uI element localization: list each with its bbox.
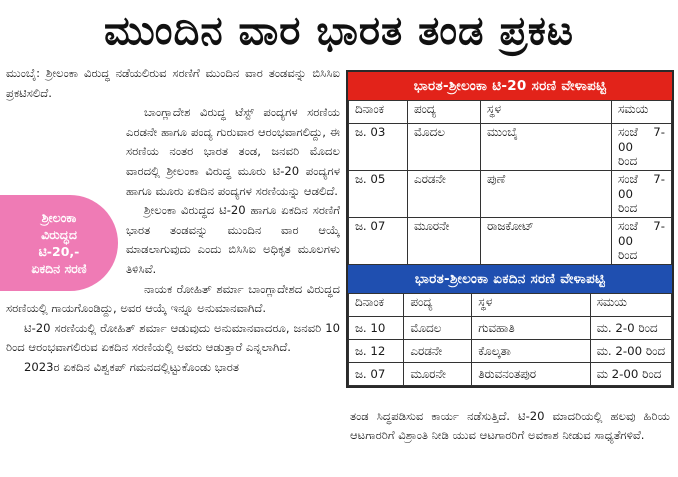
match-cell: ಮೊದಲ [404, 317, 472, 340]
article-paragraph-6: 2023ರ ಏಕದಿನ ವಿಶ್ವಕಪ್ ಗಮನದಲ್ಲಿಟ್ಟುಕೊಂಡು ಭಾರತ [24, 359, 239, 374]
article-paragraph-5: ಟಿ-20 ಸರಣಿಯಲ್ಲಿ ರೋಹಿತ್ ಶರ್ಮಾ ಆಡುವುದು ಅನುಮಾನವಾದರೂ, ಜನವರಿ 10 ರಿಂದ ಆರಂಭವಾಗಲಿರುವ ಏಕದಿನ ಸರಣಿಯಲ್ಲಿ ಅವರು ಆಡುತ್ತಾರೆ ಎನ್ನಲಾಗಿದೆ. [6, 320, 340, 355]
date-cell: ಜ. 05 [349, 171, 408, 218]
date-cell: ಜ. 03 [349, 124, 408, 171]
time-cell: ಮ. 2-0 ರಿಂದ [590, 317, 671, 340]
col-venue: ಸ್ಥಳ [481, 101, 612, 124]
match-cell: ಮೂರನೇ [408, 218, 481, 265]
t20-schedule-title: ಭಾರತ-ಶ್ರೀಲಂಕಾ ಟಿ-20 ಸರಣಿ ವೇಳಾಪಟ್ಟಿ [348, 72, 672, 100]
article-continuation: ತಂಡ ಸಿದ್ಧಪಡಿಸುವ ಕಾರ್ಯ ನಡೆಸುತ್ತಿದೆ. ಟಿ-20 ಮಾದರಿಯಲ್ಲಿ ಹಲವು ಹಿರಿಯ ಆಟಗಾರರಿಗೆ ವಿಶ್ರಾಂತಿ ನೀಡಿ ಯುವ ಆಟಗಾರರಿಗೆ ಅವಕಾಶ ನೀಡುವ ಸಾಧ್ಯತೆಗಳಿವೆ. [350, 409, 670, 442]
time-cell: ಸಂಜೆ 7-00 ರಿಂದ [612, 124, 672, 171]
match-cell: ಮೂರನೇ [404, 363, 472, 386]
date-cell: ಜ. 07 [349, 218, 408, 265]
col-venue: ಸ್ಥಳ [472, 294, 590, 317]
time-cell: ಮ 2-00 ರಿಂದ [590, 363, 671, 386]
article-paragraph-1: ಮುಂಬೈ: ಶ್ರೀಲಂಕಾ ವಿರುದ್ಧ ನಡೆಯಲಿರುವ ಸರಣಿಗೆ ಮುಂದಿನ ವಾರ ತಂಡವನ್ನು ಬಿಸಿಸಿಐ ಪ್ರಕಟಿಸಲಿದೆ. [6, 66, 340, 100]
time-cell: ಮ. 2-00 ರಿಂದ [590, 340, 671, 363]
table-row [349, 340, 672, 363]
table-row [349, 363, 672, 386]
time-cell: ಸಂಜೆ 7-00 ರಿಂದ [612, 171, 672, 218]
article-paragraph-2: ಬಾಂಗ್ಲಾದೇಶ ವಿರುದ್ಧ ಟೆಸ್ಟ್ ಪಂದ್ಯಗಳ ಸರಣಿಯ ಎರಡನೇ ಹಾಗೂ ಪಂದ್ಯ ಗುರುವಾರ ಆರಂಭವಾಗಲಿದ್ದು, ಈ ಸರಣಿಯ ನಂತರ ಭಾರತ ತಂಡ, ಜನವರಿ ಮೊದಲ ವಾರದಲ್ಲಿ ಶ್ರೀಲಂಕಾ ವಿರುದ್ಧ ಮೂರು ಟಿ-20 ಪಂದ್ಯಗಳ ಹಾಗೂ ಮೂರು ಏಕದಿನ ಪಂದ್ಯಗಳ ಸರಣಿಯನ್ನು ಆಡಲಿದೆ. [126, 105, 340, 198]
pull-quote-text: ಶ್ರೀಲಂಕಾ ವಿರುದ್ಧದ ಟಿ-20,- ಏಕದಿನ ಸರಣಿ [31, 210, 87, 277]
venue-cell: ಮುಂಬೈ [481, 124, 612, 171]
col-time: ಸಮಯ [590, 294, 671, 317]
table-row [349, 171, 672, 218]
col-date: ದಿನಾಂಕ [349, 101, 408, 124]
table-header-row [349, 294, 672, 317]
date-cell: ಜ. 07 [349, 363, 404, 386]
venue-cell: ಪುಣೆ [481, 171, 612, 218]
venue-cell: ಕೊಲ್ಕತಾ [472, 340, 590, 363]
col-match: ಪಂದ್ಯ [408, 101, 481, 124]
col-time: ಸಮಯ [612, 101, 672, 124]
article-body [6, 64, 340, 474]
odi-schedule-title: ಭಾರತ-ಶ್ರೀಲಂಕಾ ಏಕದಿನ ಸರಣಿ ವೇಳಾಪಟ್ಟಿ [348, 265, 672, 293]
match-cell: ಮೊದಲ [408, 124, 481, 171]
article-paragraph-3: ಶ್ರೀಲಂಕಾ ವಿರುದ್ಧದ ಟಿ-20 ಹಾಗೂ ಏಕದಿನ ಸರಣಿಗೆ ಭಾರತ ತಂಡವನ್ನು ಮುಂದಿನ ವಾರ ಆಯ್ಕೆ ಮಾಡಲಾಗುವುದು ಎಂದು ಬಿಸಿಸಿಐ ಅಧಿಕೃತ ಮೂಲಗಳು ತಿಳಿಸಿವೆ. [126, 203, 340, 276]
t20-schedule-table [348, 100, 672, 265]
date-cell: ಜ. 12 [349, 340, 404, 363]
table-row [349, 124, 672, 171]
date-cell: ಜ. 10 [349, 317, 404, 340]
pull-quote-badge [0, 195, 118, 291]
table-row [349, 317, 672, 340]
time-cell: ಸಂಜೆ 7-00 ರಿಂದ [612, 218, 672, 265]
venue-cell: ರಾಜಕೋಟ್ [481, 218, 612, 265]
venue-cell: ತಿರುವನಂತಪುರ [472, 363, 590, 386]
odi-schedule-table [348, 293, 672, 386]
page-title: ಮುಂದಿನ ವಾರ ಭಾರತ ತಂಡ ಪ್ರಕಟ [104, 8, 574, 54]
venue-cell: ಗುವಹಾತಿ [472, 317, 590, 340]
schedule-box [346, 70, 674, 388]
table-row [349, 218, 672, 265]
match-cell: ಎರಡನೇ [408, 171, 481, 218]
col-match: ಪಂದ್ಯ [404, 294, 472, 317]
article-paragraph-4: ನಾಯಕ ರೋಹಿತ್ ಶರ್ಮಾ ಬಾಂಗ್ಲಾದೇಶದ ವಿರುದ್ಧದ ಸರಣಿಯಲ್ಲಿ ಗಾಯಗೊಂಡಿದ್ದು, ಅವರ ಆಯ್ಕೆ ಇನ್ನೂ ಅನುಮಾನವಾಗಿದೆ. [6, 281, 340, 316]
col-date: ದಿನಾಂಕ [349, 294, 404, 317]
table-header-row [349, 101, 672, 124]
match-cell: ಎರಡನೇ [404, 340, 472, 363]
